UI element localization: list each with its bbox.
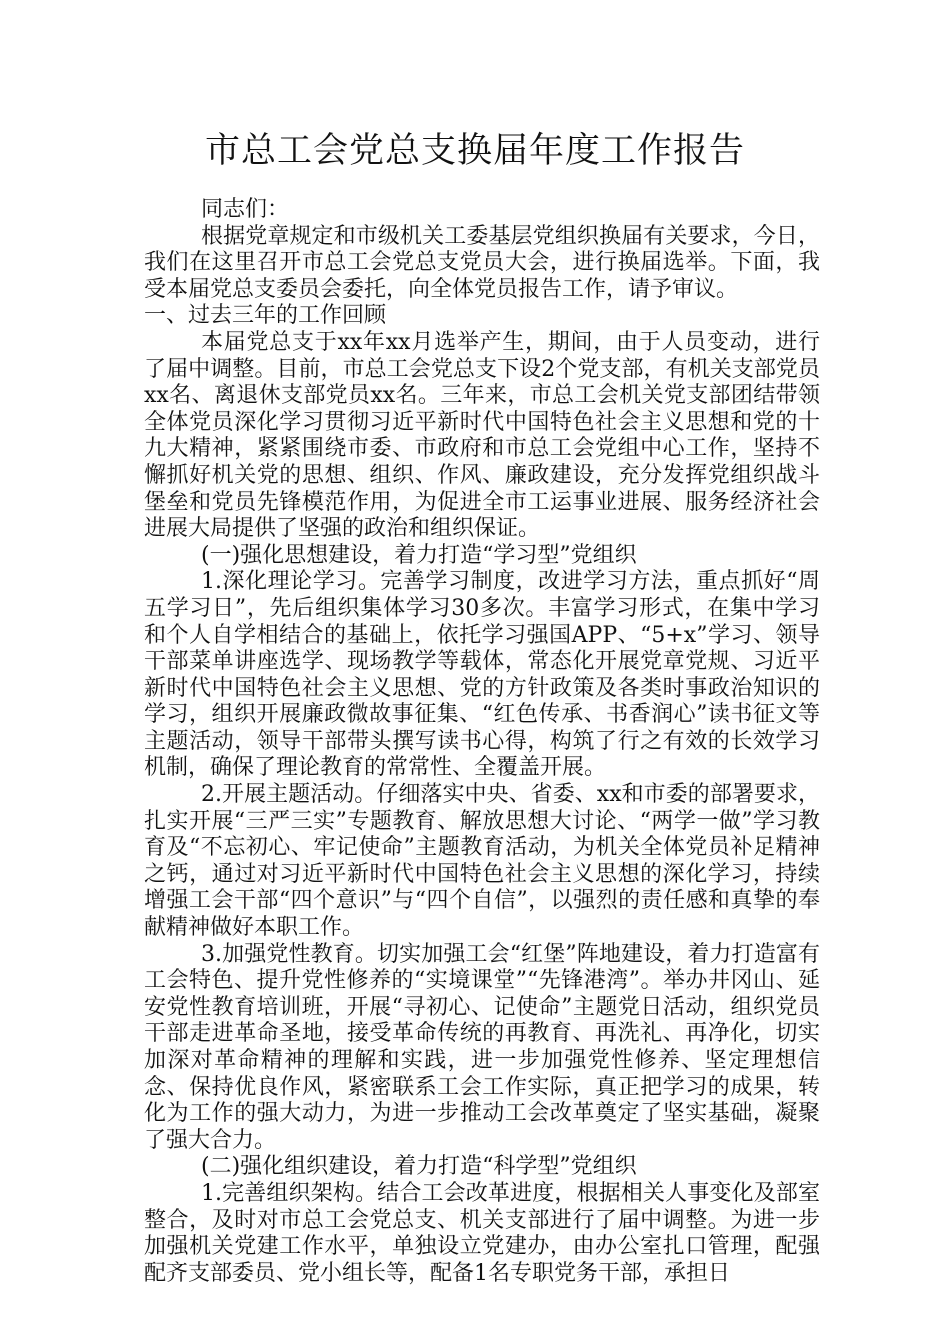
paragraph-intro: 根据党章规定和市级机关工委基层党组织换届有关要求，今日，我们在这里召开市总工会党总支党员大会，进行换届选举。下面，我受本届党总支委员会委托，向全体党员报告工作，请予审议。 xyxy=(144,223,820,302)
paragraph-salutation: 同志们： xyxy=(201,197,290,222)
subsection-heading: (二)强化组织建设，着力打造“科学型”党组织 xyxy=(201,1154,637,1180)
paragraph-item: 3.加强党性教育。切实加强工会“红堡”阵地建设，着力打造富有工会特色、提升党性修养的“实境课堂”“先锋港湾”。举办井冈山、延安党性教育培训班，开展“寻初心、记使命”主题党日活动，组织党员干部走进革命圣地，接受革命传统的再教育、再洗礼、再净化，切实加深对革命精神的理解和实践，进一步加强党性修养、坚定理想信念、保持优良作风，紧密联系工会工作实际，真正把学习的成果，转化为工作的强大动力，为进一步推动工会改革奠定了坚实基础，凝聚了强大合力。 xyxy=(144,941,820,1153)
subsection-heading: (一)强化思想建设，着力打造“学习型”党组织 xyxy=(201,542,637,568)
document-body xyxy=(144,197,820,1287)
paragraph-item: 2.开展主题活动。仔细落实中央、省委、xx和市委的部署要求，扎实开展“三严三实”专题教育、解放思想大讨论、“两学一做”学习教育及“不忘初心、牢记使命”主题教育活动，为机关全体党员补足精神之钙，通过对习近平新时代中国特色社会主义思想的深化学习，持续增强工会干部“四个意识”与“四个自信”，以强烈的责任感和真挚的奉献精神做好本职工作。 xyxy=(144,782,820,941)
paragraph-item: 1.深化理论学习。完善学习制度，改进学习方法，重点抓好“周五学习日”，先后组织集体学习30多次。丰富学习形式，在集中学习和个人自学相结合的基础上，依托学习强国APP、“5+x”学习、领导干部菜单讲座选学、现场教学等载体，常态化开展党章党规、习近平新时代中国特色社会主义思想、党的方针政策及各类时事政治知识的学习，组织开展廉政微故事征集、“红色传承、书香润心”读书征文等主题活动，领导干部带头撰写读书心得，构筑了行之有效的长效学习机制，确保了理论教育的常常性、全覆盖开展。 xyxy=(144,569,820,781)
section-heading: 一、过去三年的工作回顾 xyxy=(144,303,387,329)
paragraph-overview: 本届党总支于xx年xx月选举产生，期间，由于人员变动，进行了届中调整。目前，市总工会党总支下设2个党支部，有机关支部党员xx名、离退休支部党员xx名。三年来，市总工会机关党支部团结带领全体党员深化学习贯彻习近平新时代中国特色社会主义思想和党的十九大精神，紧紧围绕市委、市政府和市总工会党组中心工作，坚持不懈抓好机关党的思想、组织、作风、廉政建设，充分发挥党组织战斗堡垒和党员先锋模范作用，为促进全市工运事业进展、服务经济社会进展大局提供了坚强的政治和组织保证。 xyxy=(144,329,820,542)
document-title: 市总工会党总支换届年度工作报告 xyxy=(204,131,745,171)
paragraph-item: 1.完善组织架构。结合工会改革进度，根据相关人事变化及部室整合，及时对市总工会党总支、机关支部进行了届中调整。为进一步加强机关党建工作水平，单独设立党建办，由办公室扎口管理，配强配齐支部委员、党小组长等，配备1名专职党务干部，承担日 xyxy=(144,1180,820,1286)
